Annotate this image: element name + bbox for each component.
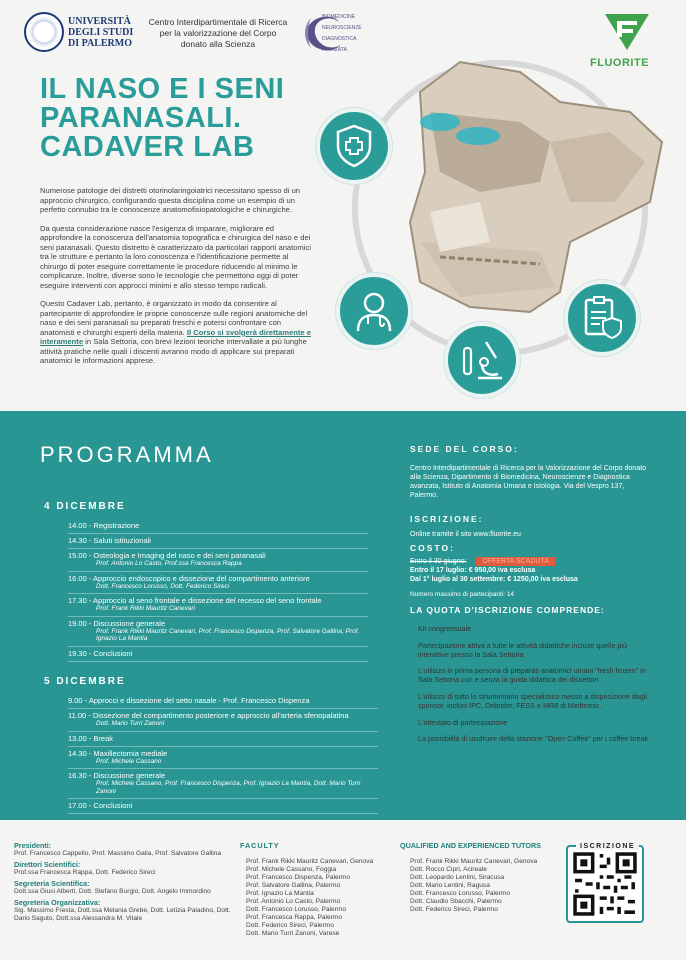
- organizers-column: Presidenti: Prof. Francesco Cappello, Prof. Massimo Galia, Prof. Salvatore Gallina Direttori Scientifici: Prof.ssa Francesca Rappa, Dott. Federico Sireci Segreteria Scientifica: Dott.ssa Giusi Alberti, Dott. Stefano Burgio, Dott. Angelo Immordino Segreteria Organizzativa: Sig. Massimo Fresta, Dott.ssa Melania Grebe, Dott. Letizia Paladino, Dott. Dario Saguto, Dott.ssa Alessandra M. Vitale: [14, 841, 231, 922]
- schedule-row: 9.00 - Approcci e dissezione del setto nasale - Prof. Francesco Dispenza: [68, 694, 378, 709]
- venue-heading: SEDE DEL CORSO:: [410, 444, 519, 454]
- venue-text: Centro Interdipartimentale di Ricerca per la Valorizzazione del Corpo donato alla Scienza, Dipartimento di Biomedicina, Neuroscienze e Diagnostica avanzata, Istituto di Anatomia Umana e Istologia. Via del Vespro 137, Palermo.: [410, 465, 647, 499]
- list-item: L'utilizzo di tutto lo strumentario specialistico messo a disposizione dagli sponsor, inclusi IPC, Debrider, FESS e MR8 di Medtronic.: [418, 691, 648, 710]
- fee-includes-list: [410, 625, 654, 744]
- faculty-member: Dott. Federico Sireci, Palermo: [246, 922, 334, 929]
- qr-label: ISCRIZIONE: [576, 843, 639, 850]
- day-heading: 5 DICEMBRE: [44, 676, 126, 687]
- skull-illustration: [400, 52, 670, 322]
- fluorite-logo-icon: [605, 14, 649, 50]
- schedule-row: 14.30 - Maxillectomia mediale Prof. Michele Cassano: [68, 747, 378, 770]
- schedule-row: 16.00 - Approccio endoscopico e dissezione del compartimento anteriore Dott. Francesco Lorusso, Dott. Federico Sireci: [68, 572, 368, 595]
- faculty-member: Prof. Francesco Dispenza, Palermo: [246, 874, 351, 881]
- tutor-member: Prof. Frank Rikki Mauritz Canevari, Genova: [410, 858, 538, 865]
- intro-paragraph: Numerose patologie dei distretti otorinolaringoiatrici necessitano spesso di un approccio chirurgico, configurando questa disciplina come un esempio di un perfetto connubio tra le conoscenze anatomofisiopatologiche e chirurgiche.: [40, 186, 301, 214]
- cost-tier-1: Entro il 17 luglio: € 950,00 iva esclusa: [410, 567, 536, 574]
- program-title: PROGRAMMA: [40, 442, 214, 467]
- tutor-member: Dott. Claudio Sbacchi, Palermo: [410, 898, 502, 905]
- university-seal-logo: [24, 12, 64, 52]
- day-heading: 4 DICEMBRE: [44, 501, 126, 512]
- doctor-icon: [336, 273, 412, 349]
- shield-cross-icon: [316, 108, 392, 184]
- intro-paragraph: Questo Cadaver Lab, pertanto, è organizzato in modo da consentire al partecipante di approfondire le proprie conoscenze sulle regioni anatomiche del naso e dei seni paranasali su preparati freschi e potersi confrontare con anatomisti e chirurghi esperti della materia. Il Corso si svolgerà direttamente e interamente in Sala Settoria, con brevi lezioni teoriche intervallate a più lunghe attività pratiche nelle quali i discenti avranno modo di applicare sui preparati anatomici le informazioni apprese.: [40, 299, 311, 365]
- schedule-row: 17.30 - Approccio al seno frontale e dissezione del recesso del seno frontale Prof. Frank Rikki Mauritz Canevari: [68, 594, 368, 617]
- max-participants: Numero massimo di partecipanti: 14: [410, 591, 515, 598]
- list-item: La possibilità di usufruire della stazione "Open Coffee" per i coffee break: [418, 734, 649, 744]
- faculty-member: Prof. Ignazio La Mantia: [246, 890, 314, 897]
- university-name: UNIVERSITÀ DEGLI STUDI DI PALERMO: [68, 16, 134, 49]
- intro-text: [40, 186, 315, 375]
- faculty-member: Dott. Francesco Lorusso, Palermo: [246, 906, 347, 913]
- faculty-member: Dott. Mario Turri Zanoni, Varese: [246, 930, 340, 937]
- microscope-icon: [444, 322, 520, 398]
- faculty-member: Prof. Frank Rikki Mauritz Canevari, Genova: [246, 858, 374, 865]
- faculty-column: FACULTY Prof. Frank Rikki Mauritz Canevari, Genova Prof. Michele Cassano, Foggia Prof. Francesco Dispenza, Palermo Prof. Salvatore Gallina, Palermo Prof. Ignazio La Mantia Prof. Antonio Lo Casto, Palermo Dott. Francesco Lorusso, Palermo Prof. Francesca Rappa, Palermo Dott. Federico Sireci, Palermo Dott. Mario Turri Zanoni, Varese: [240, 842, 390, 938]
- faculty-member: Prof. Salvatore Gallina, Palermo: [246, 882, 341, 889]
- schedule-row: 11.00 - Dissezione del compartimento posteriore e approccio all'arteria sfenopalatina Dott. Mario Turri Zanoni: [68, 709, 378, 732]
- clipboard-shield-icon: [564, 280, 640, 356]
- research-center-name: Centro Interdipartimentale di Ricerca per la valorizzazione del Corpo donato alla Scienza: [148, 17, 288, 49]
- cost-tier-2: Dal 1° luglio al 30 settembre: € 1250,00 iva esclusa: [410, 576, 578, 583]
- schedule-row: 19.00 - Discussione generale Prof. Frank Rikki Mauritz Canevari, Prof. Francesco Dispenza, Prof. Salvatore Gallina, Prof. Ignazio La Mantia: [68, 617, 368, 647]
- schedule-row: 16.30 - Discussione generale Prof. Michele Cassano, Prof. Francesco Dispenza, Prof. Ignazio La Mantia, Dott. Mario Turri Zanoni: [68, 769, 378, 799]
- list-item: Kit congressuale: [418, 624, 472, 633]
- expired-offer-badge: OFFERTA SCADUTA: [476, 557, 555, 566]
- tutor-member: Dott. Francesco Lorusso, Palermo: [410, 890, 511, 897]
- day-schedule: [68, 519, 368, 662]
- schedule-row: 17.00 - Conclusioni: [68, 799, 378, 814]
- fluorite-brand-name: FLUORITE: [590, 57, 649, 69]
- tutors-column: QUALIFIED AND EXPERIENCED TUTORS Prof. Frank Rikki Mauritz Canevari, Genova Dott. Rocco Cipri, Acireale Dott. Leopardo Lentini, Siracusa Dott. Mario Lentini, Ragusa Dott. Francesco Lorusso, Palermo Dott. Claudio Sbacchi, Palermo Dott. Federico Sireci, Palermo: [400, 842, 565, 914]
- fee-includes-heading: LA QUOTA D'ISCRIZIONE COMPRENDE:: [410, 605, 605, 615]
- tutor-member: Dott. Rocco Cipri, Acireale: [410, 866, 487, 873]
- schedule-row: 14.30 - Saluti istituzionali: [68, 534, 368, 549]
- tutor-member: Dott. Leopardo Lentini, Siracusa: [410, 874, 505, 881]
- list-item: Partecipazione attiva a tutte le attività didattiche incluse quelle più interattive presso la Sala Settoria: [418, 640, 627, 659]
- schedule-row: 15.00 - Osteologia e Imaging del naso e dei seni paranasali Prof. Antonio Lo Casto, Prof.ssa Francesca Rappa: [68, 549, 368, 572]
- list-item: L'utilizzo in prima persona di preparati anatomici umani "fresh frozen" in Sala Settoria con e senza la guida didattica dei dissettori: [418, 666, 646, 685]
- faculty-member: Prof. Michele Cassano, Foggia: [246, 866, 337, 873]
- faculty-member: Prof. Francesca Rappa, Palermo: [246, 914, 343, 921]
- schedule-row: 14.00 - Registrazione: [68, 519, 368, 534]
- registration-heading: ISCRIZIONE:: [410, 514, 484, 524]
- info-column: [410, 444, 654, 752]
- list-item: L'attestato di partecipazione: [418, 717, 508, 727]
- biomedicine-logo-text: BIOMEDICINE NEUROSCIENZE DIAGNOSTICA AVANZATA: [322, 14, 362, 53]
- qr-code-icon[interactable]: [566, 845, 644, 923]
- schedule-row: 13.00 - Break: [68, 732, 378, 747]
- tutor-member: Dott. Federico Sireci, Palermo: [410, 906, 498, 913]
- intro-paragraph: Da questa considerazione nasce l'esigenza di imparare, migliorare ed approfondire la conoscenza dell'anatomia topografica e chirurgica del naso e dei seni paranasali. Questo distretto è caratterizzato da particolari rapporti anatomici tra le strutture e pertanto la loro conoscenza e l'identificazione permette al chirurgo di poter eseguire correttamente le procedure riducendo al minimo le complicanze. Inoltre, diverse sono le tecnologie che permettono oggi di poter eseguire interventi con approcci minimi e allo stesso tempo radicali.: [40, 223, 311, 290]
- day-schedule: [68, 694, 378, 814]
- faculty-member: Prof. Antonio Lo Casto, Palermo: [246, 898, 341, 905]
- page-title: IL NASO E I SENI PARANASALI. CADAVER LAB: [40, 73, 285, 163]
- registration-text: Online tramite il sito www.fluorite.eu: [410, 531, 521, 538]
- cost-early: Entro il 30 giugno: OFFERTA SCADUTA: [410, 557, 654, 566]
- tutor-member: Dott. Mario Lentini, Ragusa: [410, 882, 490, 889]
- schedule-row: 19.30 - Conclusioni: [68, 647, 368, 662]
- cost-heading: COSTO:: [410, 543, 455, 553]
